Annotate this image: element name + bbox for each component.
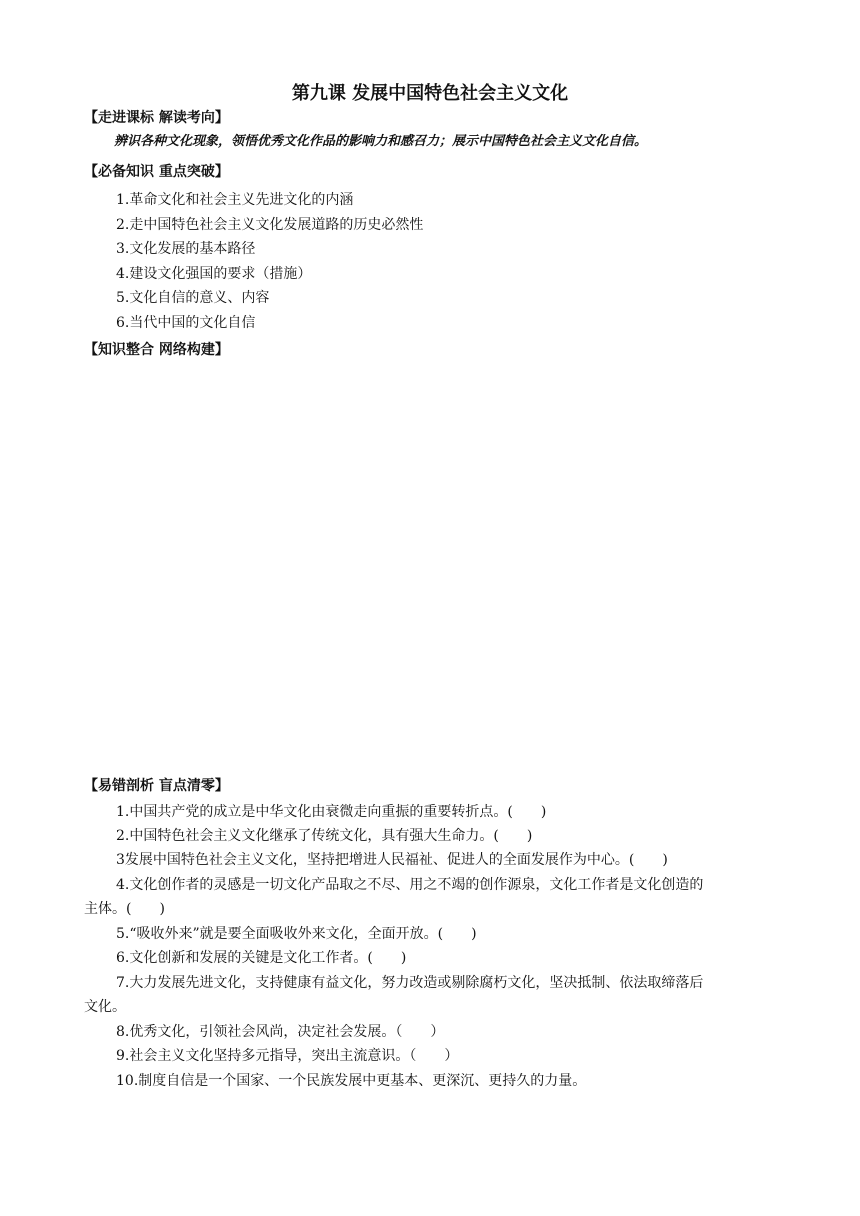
error-line-2: 2.中国特色社会主义文化继承了传统文化，具有强大生命力。( ) bbox=[116, 828, 533, 844]
error-line-4: 4.文化创作者的灵感是一切文化产品取之不尽、用之不竭的创作源泉，文化工作者是文化创造的 bbox=[116, 877, 704, 893]
page-title: 第九课 发展中国特色社会主义文化 bbox=[291, 83, 569, 104]
knowledge-item-4: 4.建设文化强国的要求（措施） bbox=[116, 266, 312, 282]
heading-errors: 【易错剖析 盲点清零】 bbox=[84, 778, 229, 794]
knowledge-item-6: 6.当代中国的文化自信 bbox=[116, 315, 256, 331]
knowledge-item-2: 2.走中国特色社会主义文化发展道路的历史必然性 bbox=[116, 217, 424, 233]
heading-standards: 【走进课标 解读考向】 bbox=[84, 110, 229, 126]
error-line-4-cont: 主体。( ) bbox=[84, 901, 165, 917]
standards-text: 辨识各种文化现象，领悟优秀文化作品的影响力和感召力；展示中国特色社会主义文化自信。 bbox=[114, 134, 648, 149]
knowledge-item-1: 1.革命文化和社会主义先进文化的内涵 bbox=[116, 192, 354, 208]
error-line-1: 1.中国共产党的成立是中华文化由衰微走向重振的重要转折点。( ) bbox=[116, 804, 547, 820]
knowledge-item-3: 3.文化发展的基本路径 bbox=[116, 241, 256, 257]
error-line-7: 7.大力发展先进文化，支持健康有益文化，努力改造或剔除腐朽文化，坚决抵制、依法取缔落后 bbox=[116, 975, 704, 991]
error-line-10: 10.制度自信是一个国家、一个民族发展中更基本、更深沉、更持久的力量。 bbox=[116, 1073, 587, 1089]
knowledge-item-5: 5.文化自信的意义、内容 bbox=[116, 290, 270, 306]
error-line-8: 8.优秀文化，引领社会风尚，决定社会发展。（ ） bbox=[116, 1024, 445, 1040]
error-line-3: 3发展中国特色社会主义文化，坚持把增进人民福祉、促进人的全面发展作为中心。( ) bbox=[116, 852, 668, 868]
heading-network: 【知识整合 网络构建】 bbox=[84, 342, 229, 358]
error-line-5: 5.“吸收外来”就是要全面吸收外来文化，全面开放。( ) bbox=[116, 926, 477, 942]
error-line-6: 6.文化创新和发展的关键是文化工作者。( ) bbox=[116, 950, 407, 966]
heading-knowledge: 【必备知识 重点突破】 bbox=[84, 164, 229, 180]
error-line-9: 9.社会主义文化坚持多元指导，突出主流意识。（ ） bbox=[116, 1048, 459, 1064]
error-line-7-cont: 文化。 bbox=[84, 999, 126, 1015]
